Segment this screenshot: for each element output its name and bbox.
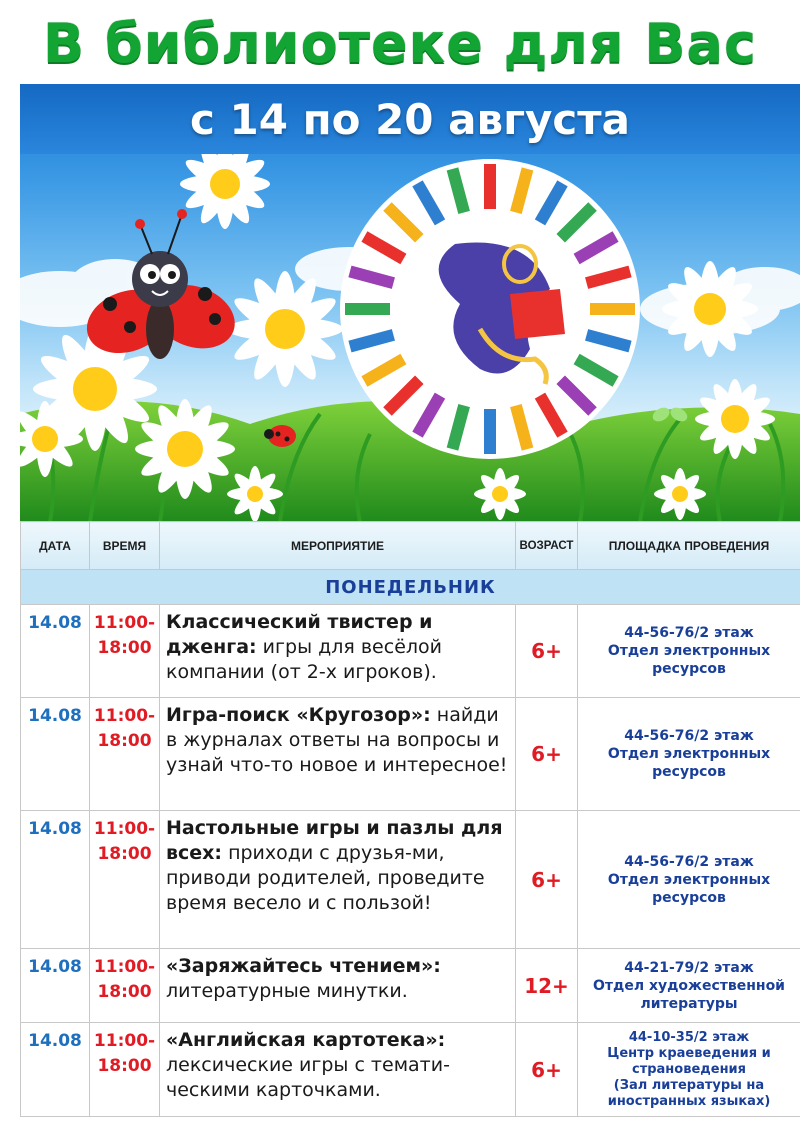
day-label: ПОНЕДЕЛЬНИК	[21, 570, 800, 605]
event-time-start: 11:00-	[93, 1031, 156, 1051]
event-time	[90, 1023, 160, 1117]
column-header-event: МЕРОПРИЯТИЕ	[160, 522, 516, 570]
event-title: «Заряжайтесь чтением»:	[166, 955, 441, 977]
table-row	[21, 949, 800, 1023]
column-header-age: ВОЗРАСТ	[516, 522, 578, 570]
event-age-rating: 6+	[516, 605, 578, 698]
day-section-row	[21, 570, 800, 605]
library-logo	[340, 159, 640, 459]
event-date: 14.08	[21, 1023, 90, 1117]
column-header-venue: ПЛОЩАДКА ПРОВЕДЕНИЯ	[578, 522, 800, 570]
event-date: 14.08	[21, 605, 90, 698]
event-details: найди в журналах ответы на вопросы и узнай что-то новое и интересное!	[166, 704, 508, 776]
event-title: Настольные игры и пазлы для всех:	[166, 817, 503, 864]
event-description	[160, 1023, 516, 1117]
event-description	[160, 605, 516, 698]
events-schedule-table	[20, 521, 800, 1117]
table-row	[21, 811, 800, 949]
event-age-rating: 12+	[516, 949, 578, 1023]
event-venue	[578, 949, 800, 1023]
column-header-date: ДАТА	[21, 522, 90, 570]
venue-phone-floor: 44-56-76/2 этаж	[624, 728, 754, 744]
event-title: Игра-поиск «Кругозор»:	[166, 704, 431, 726]
event-time-start: 11:00-	[93, 819, 156, 839]
event-title: Классический твистер и дженга:	[166, 611, 433, 658]
page-title: В библиотеке для Вас	[43, 12, 757, 75]
event-description	[160, 811, 516, 949]
venue-department: Отдел электронных ресурсов	[607, 746, 771, 780]
venue-phone-floor: 44-10-35/2 этаж	[628, 1029, 750, 1045]
event-time	[90, 698, 160, 811]
event-time-end: 18:00	[97, 731, 152, 751]
event-title: «Английская картотека»:	[166, 1029, 446, 1051]
event-venue	[578, 605, 800, 698]
event-details: игры для весёлой компании (от 2-х игроков).	[166, 636, 442, 683]
venue-department: Отдел электронных ресурсов	[607, 871, 771, 906]
event-time-start: 11:00-	[93, 613, 156, 633]
event-time	[90, 811, 160, 949]
event-time-start: 11:00-	[93, 706, 156, 726]
event-time	[90, 949, 160, 1023]
venue-phone-floor: 44-56-76/2 этаж	[624, 625, 754, 641]
event-time-end: 18:00	[97, 638, 152, 658]
venue-phone-floor: 44-56-76/2 этаж	[624, 853, 754, 870]
event-description	[160, 698, 516, 811]
column-header-time: ВРЕМЯ	[90, 522, 160, 570]
event-age-rating: 6+	[516, 698, 578, 811]
event-details: лексические игры с темати-ческими карточками.	[166, 1054, 450, 1101]
event-time	[90, 605, 160, 698]
event-age-rating: 6+	[516, 1023, 578, 1117]
venue-department: Отдел электронных ресурсов	[607, 643, 771, 677]
event-time-end: 18:00	[97, 982, 152, 1002]
event-venue	[578, 698, 800, 811]
date-range-subtitle: с 14 по 20 августа	[190, 95, 630, 144]
event-time-end: 18:00	[97, 844, 152, 864]
event-date: 14.08	[21, 811, 90, 949]
table-row	[21, 605, 800, 698]
venue-phone-floor: 44-21-79/2 этаж	[624, 959, 754, 976]
event-details: приходи с друзья-ми, приводи родителей, проведите время весело и с пользой!	[166, 842, 485, 914]
header-banner	[20, 84, 800, 522]
event-date: 14.08	[21, 698, 90, 811]
event-time-start: 11:00-	[93, 957, 156, 977]
event-time-end: 18:00	[97, 1056, 152, 1076]
table-row	[21, 698, 800, 811]
venue-department: Отдел художественной литературы	[593, 977, 785, 1012]
event-date: 14.08	[21, 949, 90, 1023]
event-age-rating: 6+	[516, 811, 578, 949]
table-row	[21, 1023, 800, 1117]
venue-hall: (Зал литературы на иностранных языках)	[607, 1077, 771, 1109]
event-details: литературные минутки.	[166, 980, 408, 1002]
table-header-row	[21, 522, 800, 570]
event-venue	[578, 811, 800, 949]
venue-department: Центр краеведения и страноведения	[607, 1045, 771, 1077]
event-venue	[578, 1023, 800, 1117]
event-description	[160, 949, 516, 1023]
